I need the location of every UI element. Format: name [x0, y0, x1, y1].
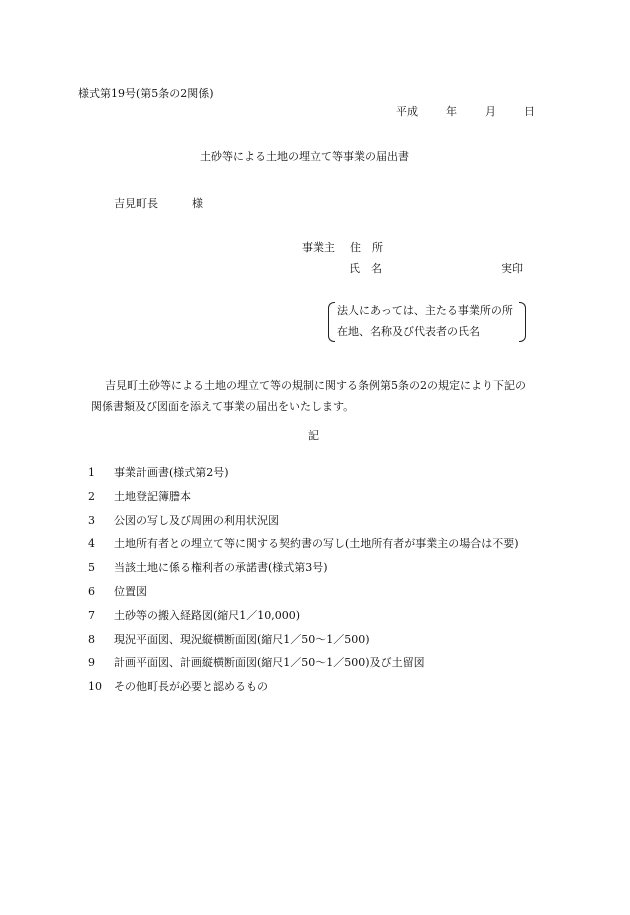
list-item-text: 土地所有者との埋立て等に関する契約書の写し(土地所有者が事業主の場合は不要): [114, 537, 519, 551]
applicant-role-label: 事業主: [302, 241, 335, 254]
list-item: [88, 491, 519, 515]
list-item-number: 1: [88, 466, 95, 479]
body-paragraph: [78, 375, 558, 417]
list-item-text: 土地登記簿謄本: [114, 489, 191, 503]
date-year: 年: [446, 105, 457, 118]
date-era: 平成: [396, 105, 418, 118]
attachment-list: [88, 467, 519, 705]
addressee: [114, 198, 203, 209]
list-item-text: その他町長が必要と認めるもの: [114, 680, 268, 694]
list-item-number: 2: [88, 489, 95, 503]
form-number: 様式第19号(第5条の2関係): [78, 87, 214, 100]
corporation-note: [328, 302, 526, 342]
list-item: [88, 634, 519, 658]
left-bracket: [328, 302, 335, 342]
list-item-text: 位置図: [114, 584, 147, 598]
list-item-text: 公図の写し及び周囲の利用状況図: [114, 513, 279, 527]
list-item-text: 土砂等の搬入経路図(縮尺1／10,000): [114, 608, 301, 622]
list-item-number: 8: [88, 632, 95, 646]
corp-note-line-2: 在地、名称及び代表者の氏名: [337, 325, 480, 338]
list-item: [88, 467, 519, 491]
list-item-number: 5: [88, 561, 95, 575]
corp-note-line-1: 法人にあっては、主たる事業所の所: [337, 304, 513, 317]
date-day: 日: [524, 105, 535, 118]
name-label: 氏 名: [349, 262, 382, 275]
list-item-number: 4: [88, 537, 95, 551]
list-item-number: 10: [88, 680, 102, 694]
list-item-text: 事業計画書(様式第2号): [114, 466, 229, 479]
addressee-honorific: 様: [192, 197, 203, 210]
applicant-address-line: [302, 242, 383, 253]
list-item: [88, 681, 519, 705]
list-item: [88, 610, 519, 634]
list-item-number: 7: [88, 608, 95, 622]
applicant-name-line: [349, 262, 523, 275]
body-line-1: 吉見町土砂等による土地の埋立て等の規制に関する条例第5条の2の規定により下記の: [105, 379, 526, 392]
list-item: [88, 657, 519, 681]
document-title: 土砂等による土地の埋立て等事業の届出書: [200, 150, 409, 163]
address-label: 住 所: [350, 241, 383, 254]
body-line-2: 関係書類及び図面を添えて事業の届出をいたします。: [91, 400, 355, 413]
list-item-text: 計画平面図、計画縦横断面図(縮尺1／50～1／500)及び土留図: [114, 656, 425, 670]
right-bracket: [519, 302, 526, 342]
list-item: [88, 538, 519, 562]
list-item: [88, 562, 519, 586]
addressee-name: 吉見町長: [114, 197, 158, 210]
list-item-text: 当該土地に係る権利者の承諾書(様式第3号): [114, 561, 328, 575]
list-item: [88, 586, 519, 610]
list-item-number: 9: [88, 656, 95, 670]
seal-label: 実印: [501, 262, 523, 275]
list-item-number: 6: [88, 584, 95, 598]
date-line: [396, 106, 535, 117]
list-item: [88, 515, 519, 539]
list-item-text: 現況平面図、現況縦横断面図(縮尺1／50～1／500): [114, 632, 370, 646]
ki-heading: 記: [308, 429, 319, 442]
date-month: 月: [485, 105, 496, 118]
list-item-number: 3: [88, 513, 95, 527]
